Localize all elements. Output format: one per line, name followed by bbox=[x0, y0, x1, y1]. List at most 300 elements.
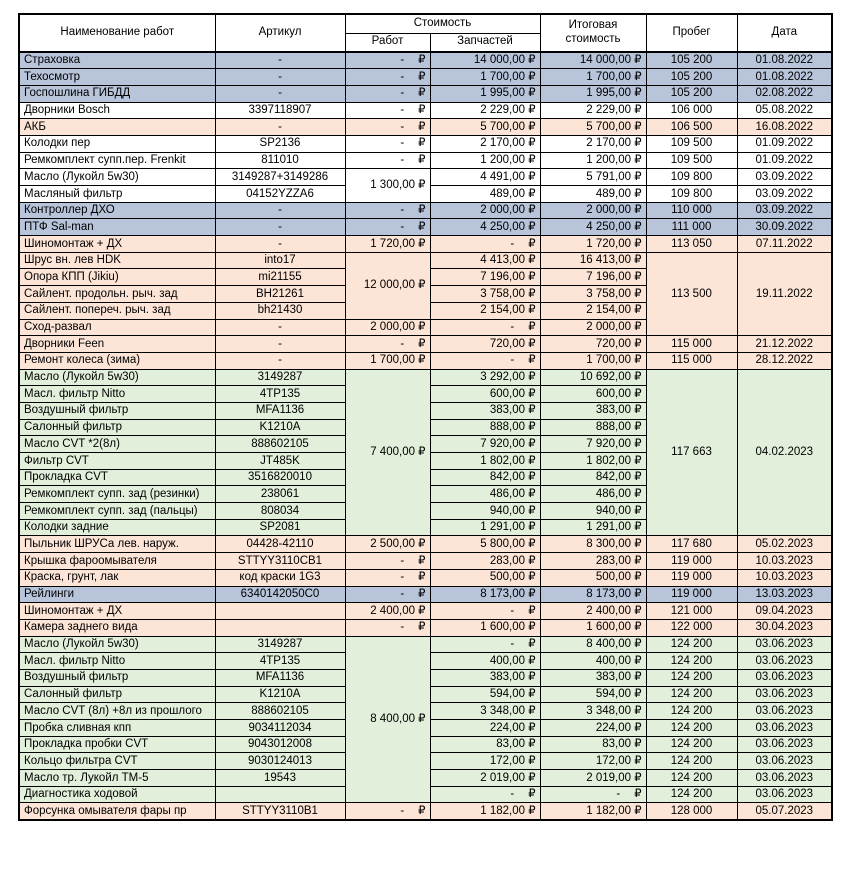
table-row bbox=[19, 69, 832, 86]
work-name-cell: Масло CVT (8л) +8л из прошлого bbox=[19, 703, 215, 720]
mileage-cell: 109 500 bbox=[646, 152, 737, 169]
work-name-cell: Ремкомплект супп. зад (резинки) bbox=[19, 486, 215, 503]
work-name-cell: Ремкомплект супп. зад (пальцы) bbox=[19, 503, 215, 520]
work-name-cell: Рейлинги bbox=[19, 586, 215, 603]
date-cell: 03.06.2023 bbox=[737, 736, 832, 753]
date-cell: 04.02.2023 bbox=[737, 369, 832, 536]
parts-cost-cell: 5 800,00 ₽ bbox=[430, 536, 540, 553]
header-work-name: Наименование работ bbox=[19, 14, 215, 52]
work-name-cell: ПТФ Sal-man bbox=[19, 219, 215, 236]
article-cell: 3149287 bbox=[215, 636, 345, 653]
table-row bbox=[19, 586, 832, 603]
article-cell: 3149287+3149286 bbox=[215, 169, 345, 186]
parts-cost-cell: 4 250,00 ₽ bbox=[430, 219, 540, 236]
work-cost-cell: - ₽ bbox=[345, 135, 430, 152]
date-cell: 01.08.2022 bbox=[737, 69, 832, 86]
date-cell: 03.06.2023 bbox=[737, 669, 832, 686]
parts-cost-cell: - ₽ bbox=[430, 636, 540, 653]
date-cell: 05.08.2022 bbox=[737, 102, 832, 119]
work-name-cell: Масло CVT *2(8л) bbox=[19, 436, 215, 453]
mileage-cell: 124 200 bbox=[646, 753, 737, 770]
work-name-cell: Шиномонтаж + ДХ bbox=[19, 603, 215, 620]
article-cell: K1210A bbox=[215, 419, 345, 436]
mileage-cell: 109 800 bbox=[646, 186, 737, 203]
mileage-cell: 105 200 bbox=[646, 52, 737, 69]
total-cost-cell: 7 196,00 ₽ bbox=[540, 269, 646, 286]
parts-cost-cell: 489,00 ₽ bbox=[430, 186, 540, 203]
work-name-cell: Сход-развал bbox=[19, 319, 215, 336]
parts-cost-cell: 2 019,00 ₽ bbox=[430, 770, 540, 787]
total-cost-cell: 5 700,00 ₽ bbox=[540, 119, 646, 136]
work-name-cell: Колодки пер bbox=[19, 135, 215, 152]
work-cost-cell: 1 300,00 ₽ bbox=[345, 169, 430, 202]
total-cost-cell: 1 700,00 ₽ bbox=[540, 69, 646, 86]
mileage-cell: 124 200 bbox=[646, 669, 737, 686]
date-cell: 03.06.2023 bbox=[737, 703, 832, 720]
work-name-cell: Шиномонтаж + ДХ bbox=[19, 236, 215, 253]
parts-cost-cell: 1 600,00 ₽ bbox=[430, 619, 540, 636]
work-name-cell: Страховка bbox=[19, 52, 215, 69]
total-cost-cell: 1 700,00 ₽ bbox=[540, 352, 646, 369]
work-name-cell: Пыльник ШРУСа лев. наруж. bbox=[19, 536, 215, 553]
total-cost-cell: 1 802,00 ₽ bbox=[540, 453, 646, 470]
article-cell: mi21155 bbox=[215, 269, 345, 286]
mileage-cell: 115 000 bbox=[646, 352, 737, 369]
total-cost-cell: 1 995,00 ₽ bbox=[540, 85, 646, 102]
table-row bbox=[19, 553, 832, 570]
work-cost-cell: - ₽ bbox=[345, 202, 430, 219]
article-cell: 4TP135 bbox=[215, 386, 345, 403]
work-cost-cell: - ₽ bbox=[345, 553, 430, 570]
mileage-cell: 106 500 bbox=[646, 119, 737, 136]
date-cell: 03.06.2023 bbox=[737, 653, 832, 670]
work-name-cell: Воздушный фильтр bbox=[19, 402, 215, 419]
mileage-cell: 119 000 bbox=[646, 553, 737, 570]
table-row bbox=[19, 619, 832, 636]
article-cell: STTYY3110CB1 bbox=[215, 553, 345, 570]
table-row bbox=[19, 536, 832, 553]
article-cell: - bbox=[215, 52, 345, 69]
parts-cost-cell: 7 920,00 ₽ bbox=[430, 436, 540, 453]
header-date: Дата bbox=[737, 14, 832, 52]
work-cost-cell: 7 400,00 ₽ bbox=[345, 369, 430, 536]
work-cost-cell: 1 700,00 ₽ bbox=[345, 352, 430, 369]
work-cost-cell: - ₽ bbox=[345, 219, 430, 236]
work-cost-cell: - ₽ bbox=[345, 336, 430, 353]
service-table bbox=[18, 13, 833, 821]
article-cell: SP2136 bbox=[215, 135, 345, 152]
work-name-cell: Госпошлина ГИБДД bbox=[19, 85, 215, 102]
work-name-cell: Ремкомплект супп.пер. Frenkit bbox=[19, 152, 215, 169]
mileage-cell: 105 200 bbox=[646, 85, 737, 102]
header-mileage: Пробег bbox=[646, 14, 737, 52]
article-cell: - bbox=[215, 219, 345, 236]
work-name-cell: АКБ bbox=[19, 119, 215, 136]
mileage-cell: 128 000 bbox=[646, 803, 737, 820]
work-name-cell: Пробка сливная кпп bbox=[19, 720, 215, 737]
article-cell: - bbox=[215, 336, 345, 353]
date-cell: 03.09.2022 bbox=[737, 202, 832, 219]
mileage-cell: 115 000 bbox=[646, 336, 737, 353]
work-name-cell: Ремонт колеса (зима) bbox=[19, 352, 215, 369]
mileage-cell: 124 200 bbox=[646, 720, 737, 737]
work-cost-cell: 2 000,00 ₽ bbox=[345, 319, 430, 336]
mileage-cell: 119 000 bbox=[646, 586, 737, 603]
mileage-cell: 121 000 bbox=[646, 603, 737, 620]
mileage-cell: 124 200 bbox=[646, 653, 737, 670]
work-cost-cell: - ₽ bbox=[345, 152, 430, 169]
parts-cost-cell: 600,00 ₽ bbox=[430, 386, 540, 403]
parts-cost-cell: 1 995,00 ₽ bbox=[430, 85, 540, 102]
article-cell: 9034112034 bbox=[215, 720, 345, 737]
date-cell: 03.06.2023 bbox=[737, 636, 832, 653]
work-name-cell: Воздушный фильтр bbox=[19, 669, 215, 686]
work-name-cell: Дворники Feen bbox=[19, 336, 215, 353]
total-cost-cell: 2 229,00 ₽ bbox=[540, 102, 646, 119]
date-cell: 03.09.2022 bbox=[737, 169, 832, 186]
parts-cost-cell: 7 196,00 ₽ bbox=[430, 269, 540, 286]
work-cost-cell: 8 400,00 ₽ bbox=[345, 636, 430, 803]
article-cell bbox=[215, 619, 345, 636]
total-cost-cell: 842,00 ₽ bbox=[540, 469, 646, 486]
article-cell: 9043012008 bbox=[215, 736, 345, 753]
total-cost-cell: 14 000,00 ₽ bbox=[540, 52, 646, 69]
parts-cost-cell: - ₽ bbox=[430, 603, 540, 620]
mileage-cell: 124 200 bbox=[646, 703, 737, 720]
total-cost-cell: 2 000,00 ₽ bbox=[540, 319, 646, 336]
article-cell: 238061 bbox=[215, 486, 345, 503]
article-cell: код краски 1G3 bbox=[215, 569, 345, 586]
article-cell bbox=[215, 786, 345, 803]
total-cost-cell: 500,00 ₽ bbox=[540, 569, 646, 586]
work-cost-cell: 2 500,00 ₽ bbox=[345, 536, 430, 553]
total-cost-cell: 486,00 ₽ bbox=[540, 486, 646, 503]
table-row bbox=[19, 119, 832, 136]
article-cell: - bbox=[215, 119, 345, 136]
article-cell: - bbox=[215, 202, 345, 219]
table-row bbox=[19, 636, 832, 653]
work-cost-cell: - ₽ bbox=[345, 69, 430, 86]
table-row bbox=[19, 252, 832, 269]
parts-cost-cell: 1 182,00 ₽ bbox=[430, 803, 540, 820]
work-cost-cell: - ₽ bbox=[345, 119, 430, 136]
date-cell: 03.06.2023 bbox=[737, 720, 832, 737]
table-row bbox=[19, 569, 832, 586]
total-cost-cell: 400,00 ₽ bbox=[540, 653, 646, 670]
parts-cost-cell: 5 700,00 ₽ bbox=[430, 119, 540, 136]
work-name-cell: Прокладка CVT bbox=[19, 469, 215, 486]
date-cell: 03.06.2023 bbox=[737, 770, 832, 787]
mileage-cell: 124 200 bbox=[646, 786, 737, 803]
table-row bbox=[19, 152, 832, 169]
header-parts-cost: Запчастей bbox=[430, 33, 540, 52]
article-cell: 888602105 bbox=[215, 436, 345, 453]
date-cell: 21.12.2022 bbox=[737, 336, 832, 353]
total-cost-cell: 5 791,00 ₽ bbox=[540, 169, 646, 186]
table-row bbox=[19, 369, 832, 386]
work-name-cell: Диагностика ходовой bbox=[19, 786, 215, 803]
article-cell: into17 bbox=[215, 252, 345, 269]
header-work-cost: Работ bbox=[345, 33, 430, 52]
total-cost-cell: 1 600,00 ₽ bbox=[540, 619, 646, 636]
work-name-cell: Камера заднего вида bbox=[19, 619, 215, 636]
work-name-cell: Салонный фильтр bbox=[19, 686, 215, 703]
mileage-cell: 106 000 bbox=[646, 102, 737, 119]
article-cell: 4TP135 bbox=[215, 653, 345, 670]
total-cost-cell: 594,00 ₽ bbox=[540, 686, 646, 703]
total-cost-cell: 283,00 ₽ bbox=[540, 553, 646, 570]
table-row bbox=[19, 135, 832, 152]
article-cell: - bbox=[215, 236, 345, 253]
work-name-cell: Шрус вн. лев HDK bbox=[19, 252, 215, 269]
work-cost-cell: - ₽ bbox=[345, 102, 430, 119]
article-cell: 808034 bbox=[215, 503, 345, 520]
article-cell: 3149287 bbox=[215, 369, 345, 386]
total-cost-cell: 888,00 ₽ bbox=[540, 419, 646, 436]
date-cell: 07.11.2022 bbox=[737, 236, 832, 253]
parts-cost-cell: - ₽ bbox=[430, 786, 540, 803]
table-body bbox=[19, 52, 832, 820]
work-name-cell: Краска, грунт, лак bbox=[19, 569, 215, 586]
total-cost-cell: 600,00 ₽ bbox=[540, 386, 646, 403]
work-name-cell: Сайлент. продольн. рыч. зад bbox=[19, 286, 215, 303]
table-row bbox=[19, 169, 832, 186]
parts-cost-cell: 1 291,00 ₽ bbox=[430, 519, 540, 536]
parts-cost-cell: 1 802,00 ₽ bbox=[430, 453, 540, 470]
date-cell: 03.06.2023 bbox=[737, 686, 832, 703]
parts-cost-cell: 486,00 ₽ bbox=[430, 486, 540, 503]
work-name-cell: Дворники Bosch bbox=[19, 102, 215, 119]
article-cell: BH21261 bbox=[215, 286, 345, 303]
parts-cost-cell: 4 491,00 ₽ bbox=[430, 169, 540, 186]
work-name-cell: Сайлент. попереч. рыч. зад bbox=[19, 302, 215, 319]
parts-cost-cell: 283,00 ₽ bbox=[430, 553, 540, 570]
work-name-cell: Масл. фильтр Nitto bbox=[19, 653, 215, 670]
date-cell: 03.06.2023 bbox=[737, 753, 832, 770]
total-cost-cell: 172,00 ₽ bbox=[540, 753, 646, 770]
total-cost-cell: 383,00 ₽ bbox=[540, 402, 646, 419]
date-cell: 16.08.2022 bbox=[737, 119, 832, 136]
work-name-cell: Колодки задние bbox=[19, 519, 215, 536]
total-cost-cell: 4 250,00 ₽ bbox=[540, 219, 646, 236]
date-cell: 28.12.2022 bbox=[737, 352, 832, 369]
table-row bbox=[19, 803, 832, 820]
work-cost-cell: 12 000,00 ₽ bbox=[345, 252, 430, 319]
date-cell: 09.04.2023 bbox=[737, 603, 832, 620]
mileage-cell: 124 200 bbox=[646, 770, 737, 787]
mileage-cell: 122 000 bbox=[646, 619, 737, 636]
parts-cost-cell: 940,00 ₽ bbox=[430, 503, 540, 520]
parts-cost-cell: 2 170,00 ₽ bbox=[430, 135, 540, 152]
article-cell: 9030124013 bbox=[215, 753, 345, 770]
work-cost-cell: 2 400,00 ₽ bbox=[345, 603, 430, 620]
table-row bbox=[19, 236, 832, 253]
date-cell: 01.08.2022 bbox=[737, 52, 832, 69]
work-name-cell: Фильтр CVT bbox=[19, 453, 215, 470]
mileage-cell: 109 500 bbox=[646, 135, 737, 152]
date-cell: 03.09.2022 bbox=[737, 186, 832, 203]
parts-cost-cell: 8 173,00 ₽ bbox=[430, 586, 540, 603]
parts-cost-cell: 3 292,00 ₽ bbox=[430, 369, 540, 386]
mileage-cell: 111 000 bbox=[646, 219, 737, 236]
total-cost-cell: 8 300,00 ₽ bbox=[540, 536, 646, 553]
work-name-cell: Форсунка омывателя фары пр bbox=[19, 803, 215, 820]
parts-cost-cell: - ₽ bbox=[430, 352, 540, 369]
article-cell: 04428-42110 bbox=[215, 536, 345, 553]
mileage-cell: 119 000 bbox=[646, 569, 737, 586]
parts-cost-cell: 224,00 ₽ bbox=[430, 720, 540, 737]
work-name-cell: Масло (Лукойл 5w30) bbox=[19, 169, 215, 186]
work-name-cell: Кольцо фильтра CVT bbox=[19, 753, 215, 770]
total-cost-cell: 16 413,00 ₽ bbox=[540, 252, 646, 269]
article-cell: K1210A bbox=[215, 686, 345, 703]
total-cost-cell: 489,00 ₽ bbox=[540, 186, 646, 203]
work-name-cell: Опора КПП (Jikiu) bbox=[19, 269, 215, 286]
mileage-cell: 113 050 bbox=[646, 236, 737, 253]
parts-cost-cell: 842,00 ₽ bbox=[430, 469, 540, 486]
date-cell: 02.08.2022 bbox=[737, 85, 832, 102]
article-cell: - bbox=[215, 69, 345, 86]
article-cell: - bbox=[215, 85, 345, 102]
parts-cost-cell: 720,00 ₽ bbox=[430, 336, 540, 353]
work-name-cell: Масло (Лукойл 5w30) bbox=[19, 636, 215, 653]
work-name-cell: Масляный фильтр bbox=[19, 186, 215, 203]
parts-cost-cell: 2 229,00 ₽ bbox=[430, 102, 540, 119]
mileage-cell: 117 663 bbox=[646, 369, 737, 536]
parts-cost-cell: - ₽ bbox=[430, 236, 540, 253]
table-row bbox=[19, 102, 832, 119]
parts-cost-cell: 3 758,00 ₽ bbox=[430, 286, 540, 303]
total-cost-cell: 7 920,00 ₽ bbox=[540, 436, 646, 453]
total-cost-cell: 2 000,00 ₽ bbox=[540, 202, 646, 219]
parts-cost-cell: 1 200,00 ₽ bbox=[430, 152, 540, 169]
date-cell: 10.03.2023 bbox=[737, 553, 832, 570]
article-cell: MFA1136 bbox=[215, 669, 345, 686]
total-cost-cell: 83,00 ₽ bbox=[540, 736, 646, 753]
work-name-cell: Масло тр. Лукойл ТМ-5 bbox=[19, 770, 215, 787]
work-cost-cell: - ₽ bbox=[345, 586, 430, 603]
parts-cost-cell: 3 348,00 ₽ bbox=[430, 703, 540, 720]
parts-cost-cell: 400,00 ₽ bbox=[430, 653, 540, 670]
total-cost-cell: 2 400,00 ₽ bbox=[540, 603, 646, 620]
table-row bbox=[19, 352, 832, 369]
work-cost-cell: - ₽ bbox=[345, 52, 430, 69]
parts-cost-cell: 888,00 ₽ bbox=[430, 419, 540, 436]
work-cost-cell: - ₽ bbox=[345, 619, 430, 636]
date-cell: 10.03.2023 bbox=[737, 569, 832, 586]
header-article: Артикул bbox=[215, 14, 345, 52]
work-cost-cell: - ₽ bbox=[345, 85, 430, 102]
article-cell: 3516820010 bbox=[215, 469, 345, 486]
total-cost-cell: 383,00 ₽ bbox=[540, 669, 646, 686]
parts-cost-cell: 383,00 ₽ bbox=[430, 669, 540, 686]
table-row bbox=[19, 202, 832, 219]
article-cell: - bbox=[215, 319, 345, 336]
article-cell: bh21430 bbox=[215, 302, 345, 319]
parts-cost-cell: 14 000,00 ₽ bbox=[430, 52, 540, 69]
table-row bbox=[19, 336, 832, 353]
article-cell: 811010 bbox=[215, 152, 345, 169]
mileage-cell: 124 200 bbox=[646, 736, 737, 753]
header-row-1 bbox=[19, 14, 832, 33]
parts-cost-cell: 172,00 ₽ bbox=[430, 753, 540, 770]
article-cell bbox=[215, 603, 345, 620]
table-header bbox=[19, 14, 832, 52]
work-name-cell: Салонный фильтр bbox=[19, 419, 215, 436]
total-cost-cell: 1 200,00 ₽ bbox=[540, 152, 646, 169]
total-cost-cell: 8 400,00 ₽ bbox=[540, 636, 646, 653]
total-cost-cell: 1 720,00 ₽ bbox=[540, 236, 646, 253]
mileage-cell: 109 800 bbox=[646, 169, 737, 186]
table-row bbox=[19, 85, 832, 102]
work-cost-cell: - ₽ bbox=[345, 803, 430, 820]
article-cell: SP2081 bbox=[215, 519, 345, 536]
parts-cost-cell: 594,00 ₽ bbox=[430, 686, 540, 703]
total-cost-cell: 224,00 ₽ bbox=[540, 720, 646, 737]
date-cell: 03.06.2023 bbox=[737, 786, 832, 803]
work-name-cell: Контроллер ДХО bbox=[19, 202, 215, 219]
work-name-cell: Крышка фароомывателя bbox=[19, 553, 215, 570]
mileage-cell: 124 200 bbox=[646, 636, 737, 653]
article-cell: 888602105 bbox=[215, 703, 345, 720]
work-name-cell: Масло (Лукойл 5w30) bbox=[19, 369, 215, 386]
mileage-cell: 117 680 bbox=[646, 536, 737, 553]
header-total-cost: Итоговая стоимость bbox=[540, 14, 646, 52]
total-cost-cell: 940,00 ₽ bbox=[540, 503, 646, 520]
total-cost-cell: 2 019,00 ₽ bbox=[540, 770, 646, 787]
date-cell: 05.02.2023 bbox=[737, 536, 832, 553]
date-cell: 30.09.2022 bbox=[737, 219, 832, 236]
parts-cost-cell: 383,00 ₽ bbox=[430, 402, 540, 419]
article-cell: JT485K bbox=[215, 453, 345, 470]
header-cost-group: Стоимость bbox=[345, 14, 540, 33]
total-cost-cell: 10 692,00 ₽ bbox=[540, 369, 646, 386]
mileage-cell: 113 500 bbox=[646, 252, 737, 335]
total-cost-cell: 3 758,00 ₽ bbox=[540, 286, 646, 303]
article-cell: STTYY3110B1 bbox=[215, 803, 345, 820]
parts-cost-cell: 83,00 ₽ bbox=[430, 736, 540, 753]
total-cost-cell: 720,00 ₽ bbox=[540, 336, 646, 353]
parts-cost-cell: 500,00 ₽ bbox=[430, 569, 540, 586]
table-row bbox=[19, 52, 832, 69]
article-cell: 6340142050C0 bbox=[215, 586, 345, 603]
total-cost-cell: 1 291,00 ₽ bbox=[540, 519, 646, 536]
table-row bbox=[19, 219, 832, 236]
mileage-cell: 124 200 bbox=[646, 686, 737, 703]
total-cost-cell: - ₽ bbox=[540, 786, 646, 803]
parts-cost-cell: 4 413,00 ₽ bbox=[430, 252, 540, 269]
article-cell: - bbox=[215, 352, 345, 369]
work-cost-cell: 1 720,00 ₽ bbox=[345, 236, 430, 253]
parts-cost-cell: 2 154,00 ₽ bbox=[430, 302, 540, 319]
date-cell: 19.11.2022 bbox=[737, 252, 832, 335]
total-cost-cell: 1 182,00 ₽ bbox=[540, 803, 646, 820]
article-cell: 04152YZZA6 bbox=[215, 186, 345, 203]
date-cell: 30.04.2023 bbox=[737, 619, 832, 636]
date-cell: 01.09.2022 bbox=[737, 152, 832, 169]
date-cell: 01.09.2022 bbox=[737, 135, 832, 152]
total-cost-cell: 2 170,00 ₽ bbox=[540, 135, 646, 152]
work-name-cell: Прокладка пробки CVT bbox=[19, 736, 215, 753]
table-row bbox=[19, 603, 832, 620]
parts-cost-cell: - ₽ bbox=[430, 319, 540, 336]
parts-cost-cell: 2 000,00 ₽ bbox=[430, 202, 540, 219]
article-cell: MFA1136 bbox=[215, 402, 345, 419]
total-cost-cell: 8 173,00 ₽ bbox=[540, 586, 646, 603]
date-cell: 13.03.2023 bbox=[737, 586, 832, 603]
total-cost-cell: 2 154,00 ₽ bbox=[540, 302, 646, 319]
date-cell: 05.07.2023 bbox=[737, 803, 832, 820]
